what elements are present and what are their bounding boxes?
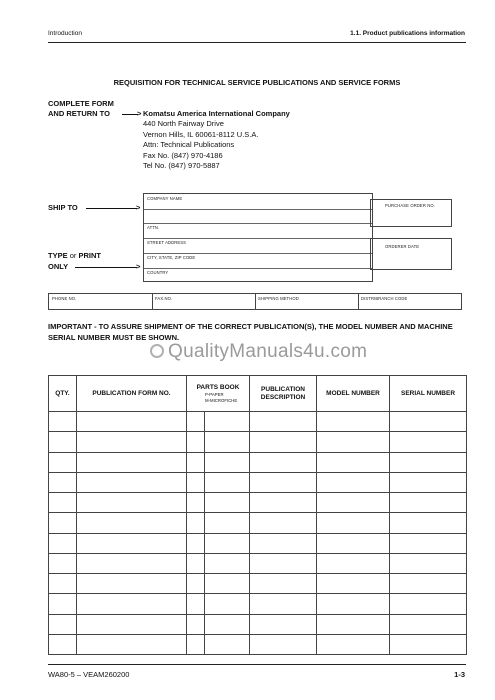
only-arrow-icon: > [136,262,141,271]
model-cell[interactable] [317,594,390,614]
parts-book-cell[interactable] [205,614,250,634]
parts-book-cell[interactable] [205,513,250,533]
address-attn: Attn: Technical Publications [143,140,235,150]
qty-cell[interactable] [49,472,77,492]
footer-page-number: 1-3 [454,670,465,679]
pub-form-cell[interactable] [77,472,187,492]
shipping-method-field[interactable] [255,294,358,311]
ship-to-arrow-icon: > [136,203,141,212]
qty-cell[interactable] [49,594,77,614]
paper-micro-cell[interactable] [187,432,205,452]
street-address-field[interactable] [144,238,372,253]
paper-micro-cell[interactable] [187,412,205,432]
parts-book-cell[interactable] [205,533,250,553]
serial-cell[interactable] [390,493,467,513]
type-word: TYPE [48,251,68,260]
pub-form-cell[interactable] [77,614,187,634]
purchase-order-field[interactable] [370,199,452,227]
model-cell[interactable] [317,493,390,513]
address-block [143,109,290,171]
or-word: or [69,251,77,260]
table-body [49,412,467,655]
pub-desc-cell[interactable] [250,452,317,472]
type-or-print-label [48,251,101,261]
model-cell[interactable] [317,614,390,634]
qty-cell[interactable] [49,533,77,553]
pub-form-header: PUBLICATION FORM NO. [77,376,187,412]
table-row [49,553,467,573]
table-row [49,493,467,513]
header-topic: 1.1. Product publications information [350,30,465,37]
pub-form-cell[interactable] [77,452,187,472]
pub-form-cell[interactable] [77,634,187,654]
complete-form-label: COMPLETE FORM [48,99,114,108]
parts-book-cell[interactable] [205,553,250,573]
city-state-zip-field[interactable] [144,253,372,268]
attn-field[interactable] [144,223,372,238]
table-row [49,594,467,614]
paper-micro-cell[interactable] [187,513,205,533]
parts-book-cell[interactable] [205,472,250,492]
serial-cell[interactable] [390,412,467,432]
parts-book-cell[interactable] [205,594,250,614]
parts-book-cell[interactable] [205,634,250,654]
pub-form-cell[interactable] [77,533,187,553]
serial-cell[interactable] [390,594,467,614]
pub-desc-cell[interactable] [250,412,317,432]
important-notice: IMPORTANT - TO ASSURE SHIPMENT OF THE CORRECT PUBLICATION(S), THE MODEL NUMBER AND MACHINE SERIAL NUMBER MUST BE SHOWN. [48,322,453,342]
serial-cell[interactable] [390,513,467,533]
pub-desc-cell[interactable] [250,553,317,573]
qty-cell[interactable] [49,452,77,472]
paper-micro-cell[interactable] [187,533,205,553]
watermark-text: QualityManuals4u.com [168,341,368,362]
distributor-code-caption: DISTRIBRANCH CODE [361,296,408,301]
qty-cell[interactable] [49,614,77,634]
address-street: 440 North Fairway Drive [143,119,224,129]
parts-book-cell[interactable] [205,493,250,513]
fax-caption: FAX.NO. [155,296,173,301]
qty-cell[interactable] [49,432,77,452]
paper-micro-cell[interactable] [187,634,205,654]
qty-cell[interactable] [49,493,77,513]
qty-cell[interactable] [49,634,77,654]
print-word: PRINT [78,251,101,260]
serial-cell[interactable] [390,452,467,472]
serial-cell[interactable] [390,432,467,452]
country-caption: COUNTRY [147,270,169,275]
model-cell[interactable] [317,432,390,452]
paper-micro-cell[interactable] [187,452,205,472]
table-row [49,432,467,452]
model-cell[interactable] [317,533,390,553]
table-row [49,472,467,492]
model-cell[interactable] [317,634,390,654]
return-to-label: AND RETURN TO [48,109,110,118]
paper-micro-cell[interactable] [187,574,205,594]
pub-desc-label-2: DESCRIPTION [260,393,306,401]
qty-header: QTY. [49,376,77,412]
order-date-field[interactable] [370,238,452,270]
model-cell[interactable] [317,472,390,492]
pub-form-cell[interactable] [77,594,187,614]
phone-field[interactable] [49,294,152,311]
model-header: MODEL NUMBER [317,376,390,412]
purchase-order-caption: PURCHASE ORDER NO. [385,203,435,208]
distributor-code-field[interactable] [358,294,463,311]
ship-to-label: SHIP TO [48,203,78,212]
pub-desc-cell[interactable] [250,432,317,452]
parts-book-header [187,376,250,412]
p-paper-label: P-PAPER [205,392,224,397]
shipping-method-caption: SHIPPING METHOD [258,296,299,301]
address-company: Komatsu America International Company [143,109,290,118]
only-arrow-line [75,267,137,268]
pub-form-cell[interactable] [77,493,187,513]
return-arrow-icon: > [137,109,142,118]
order-table [48,375,467,655]
pub-form-cell[interactable] [77,432,187,452]
street-address-caption: STREET ADDRESS [147,240,187,245]
city-state-zip-caption: CITY, STATE, ZIP CODE [147,255,196,260]
form-title: REQUISITION FOR TECHNICAL SERVICE PUBLICATIONS AND SERVICE FORMS [113,78,401,87]
serial-cell[interactable] [390,614,467,634]
paper-micro-cell[interactable] [187,472,205,492]
serial-cell[interactable] [390,533,467,553]
paper-micro-cell[interactable] [187,553,205,573]
model-cell[interactable] [317,452,390,472]
table-row [49,634,467,654]
serial-cell[interactable] [390,472,467,492]
parts-book-cell[interactable] [205,452,250,472]
serial-header: SERIAL NUMBER [390,376,467,412]
watermark-logo-icon [150,344,164,358]
pub-form-cell[interactable] [77,553,187,573]
pub-form-cell[interactable] [77,412,187,432]
company-name-midline [144,209,372,210]
pub-desc-header [250,376,317,412]
pub-desc-cell[interactable] [250,614,317,634]
header-rule [48,42,466,43]
pub-desc-label-1: PUBLICATION [261,385,305,393]
paper-micro-cell[interactable] [187,493,205,513]
ship-to-arrow-line [86,208,137,209]
pub-desc-cell[interactable] [250,594,317,614]
table-row [49,452,467,472]
table-row [49,574,467,594]
country-field[interactable] [144,268,372,283]
parts-book-cell[interactable] [205,412,250,432]
order-date-caption: ORDERER DATE [385,244,420,249]
serial-cell[interactable] [390,553,467,573]
pub-desc-cell[interactable] [250,533,317,553]
return-arrow-line [122,114,138,115]
phone-caption: PHONE NO. [52,296,77,301]
paper-micro-cell[interactable] [187,614,205,634]
table-row [49,412,467,432]
fax-field[interactable] [152,294,255,311]
model-cell[interactable] [317,412,390,432]
pub-form-cell[interactable] [77,513,187,533]
company-name-caption: COMPANY NAME [147,196,183,201]
table-row [49,513,467,533]
model-cell[interactable] [317,513,390,533]
address-fax: Fax No. (847) 970-4186 [143,150,223,160]
watermark [150,341,367,363]
model-cell[interactable] [317,553,390,573]
pub-desc-cell[interactable] [250,574,317,594]
only-label: ONLY [48,262,69,271]
header-section: Introduction [48,30,82,37]
pub-desc-cell[interactable] [250,634,317,654]
qty-cell[interactable] [49,513,77,533]
parts-book-cell[interactable] [205,432,250,452]
address-tel: Tel No. (847) 970-5887 [143,161,220,171]
paper-micro-cell[interactable] [187,594,205,614]
parts-book-label: PARTS BOOK [196,384,240,391]
pub-desc-cell[interactable] [250,513,317,533]
attn-caption: ATTN. [147,225,160,230]
qty-cell[interactable] [49,412,77,432]
contact-row [48,293,462,310]
qty-cell[interactable] [49,553,77,573]
pub-desc-cell[interactable] [250,493,317,513]
model-cell[interactable] [317,574,390,594]
pub-form-cell[interactable] [77,574,187,594]
footer-doc-id: WA80-5 – VEAM260200 [48,670,130,679]
table-header-row [49,376,467,412]
qty-cell[interactable] [49,574,77,594]
ship-to-box [143,193,373,282]
pub-desc-cell[interactable] [250,472,317,492]
parts-book-cell[interactable] [205,574,250,594]
serial-cell[interactable] [390,634,467,654]
serial-cell[interactable] [390,574,467,594]
address-city: Vernon Hills, IL 60061-8112 U.S.A. [143,129,259,139]
table-row [49,533,467,553]
table-row [49,614,467,634]
m-microfiche-label: M-MICROFICHE [205,397,238,403]
footer-rule [48,664,466,665]
